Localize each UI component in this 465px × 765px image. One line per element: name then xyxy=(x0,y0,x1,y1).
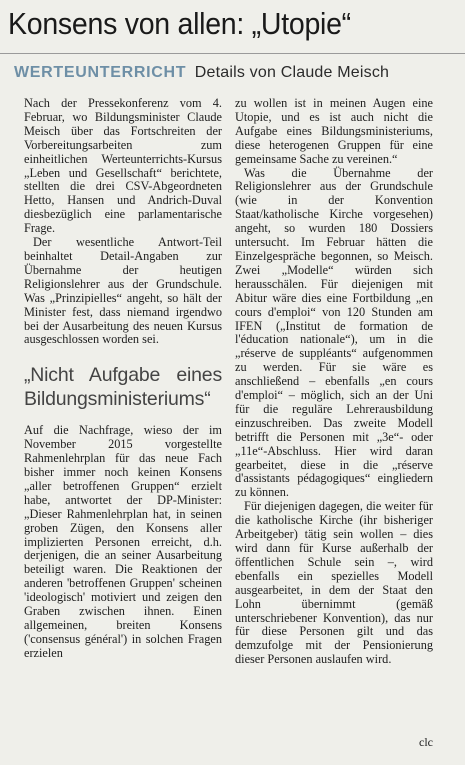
paragraph: Auf die Nachfrage, wieso der im November 2015 vorgestellte Rahmenlehrplan für das neue Fach bisher immer noch keinen Konsens „aller betroffenen Gruppen“ erzielt habe, antwortet der DP-Minister: „Dieser Rahmenlehrplan hat, in seinen groben Zügen, den Konsens aller implizierten Personen erreicht, d.h. derjenigen, die an seiner Ausarbeitung beteiligt waren. Die Reaktionen der anderen 'betroffenen Gruppen' scheinen 'ideologisch' motiviert und zeigen den Graben zwischen ihnen. Einen allgemeinen, breiten Konsens ('consensus général') in solchen Fragen erzielen xyxy=(24,423,222,660)
author-byline: clc xyxy=(419,735,433,749)
article-headline: Konsens von allen: „Utopie“ xyxy=(8,6,351,41)
paragraph: zu wollen ist in meinen Augen eine Utopie, und es ist auch nicht die Aufgabe eines Bildungsministeriums, diese heterogenen Gruppen für eine gemeinsame Sache zu vereinen.“ xyxy=(235,96,433,166)
paragraph: Nach der Pressekonferenz vom 4. Februar, wo Bildungsminister Claude Meisch über das Fortschreiten der Vorbereitungsarbeiten zum einheitlichen Werteunterrichts-Kursus „Leben und Gesellschaft“ berichtete, stellten die drei CSV-Abgeordneten Hetto, Hansen und Andrich-Duval diesbezüglich eine parlamentarische Frage. xyxy=(24,96,222,236)
left-column xyxy=(24,97,222,661)
article-subhead xyxy=(14,62,389,84)
kicker-label: WERTEUNTERRICHT xyxy=(14,64,187,81)
paragraph: Was die Übernahme der Religionslehrer aus der Grundschule (wie in der Konvention Staat/katholische Kirche vorgesehen) angeht, so wurden 180 Dossiers untersucht. Im Februar hätten die Einzelgespräche begonnen, so Meisch. Zwei „Modelle“ würden sich herausschälen. Für diejenigen mit Abitur wäre dies eine Fortbildung „en cours d'emploi“ von 120 Stunden am IFEN („Institut de formation de l'éducation nationale“), um in die „réserve de suppléants“ aufgenommen zu werden. Für sie wäre es anschließend – ebenfalls „en cours d'emploi“ – möglich, sich an der Uni für die reguläre Lehrerausbildung einzuschreiben. Das zweite Modell betrifft die Personen mit „3e“- oder „11e“-Abschluss. Hier wird daran gearbeitet, diese in die „réserve d'assistants pédagogiques“ eingliedern zu können. xyxy=(235,165,433,500)
section-subtitle: „Nicht Aufgabe eines Bildungsministeriums“ xyxy=(24,364,222,411)
headline-rule xyxy=(0,53,465,54)
subhead-text: Details von Claude Meisch xyxy=(194,64,390,81)
paragraph: Für diejenigen dagegen, die weiter für die katholische Kirche (ihr bisheriger Arbeitgeber) tätig sein wollen – dies wird dann für Kurse außerhalb der öffentlichen Schule sein –, wird ebenfalls ein spezielles Modell ausgearbeitet, in dem der Staat den Lohn übernimmt (gemäß unterschriebener Konvention), das nur für diese Personen gilt und das demzufolge mit der Pensionierung dieser Personen auslaufen wird. xyxy=(235,499,433,667)
right-column xyxy=(235,97,433,667)
paragraph: Der wesentliche Antwort-Teil beinhaltet Detail-Angaben zur Übernahme der heutigen Religionslehrer aus der Grundschule. Was „Prinzipielles“ angeht, so hält der Minister fest, dass niemand irgendwo bei der Ausarbeitung des neuen Kursus ausgeschlossen worden sei. xyxy=(24,235,222,347)
